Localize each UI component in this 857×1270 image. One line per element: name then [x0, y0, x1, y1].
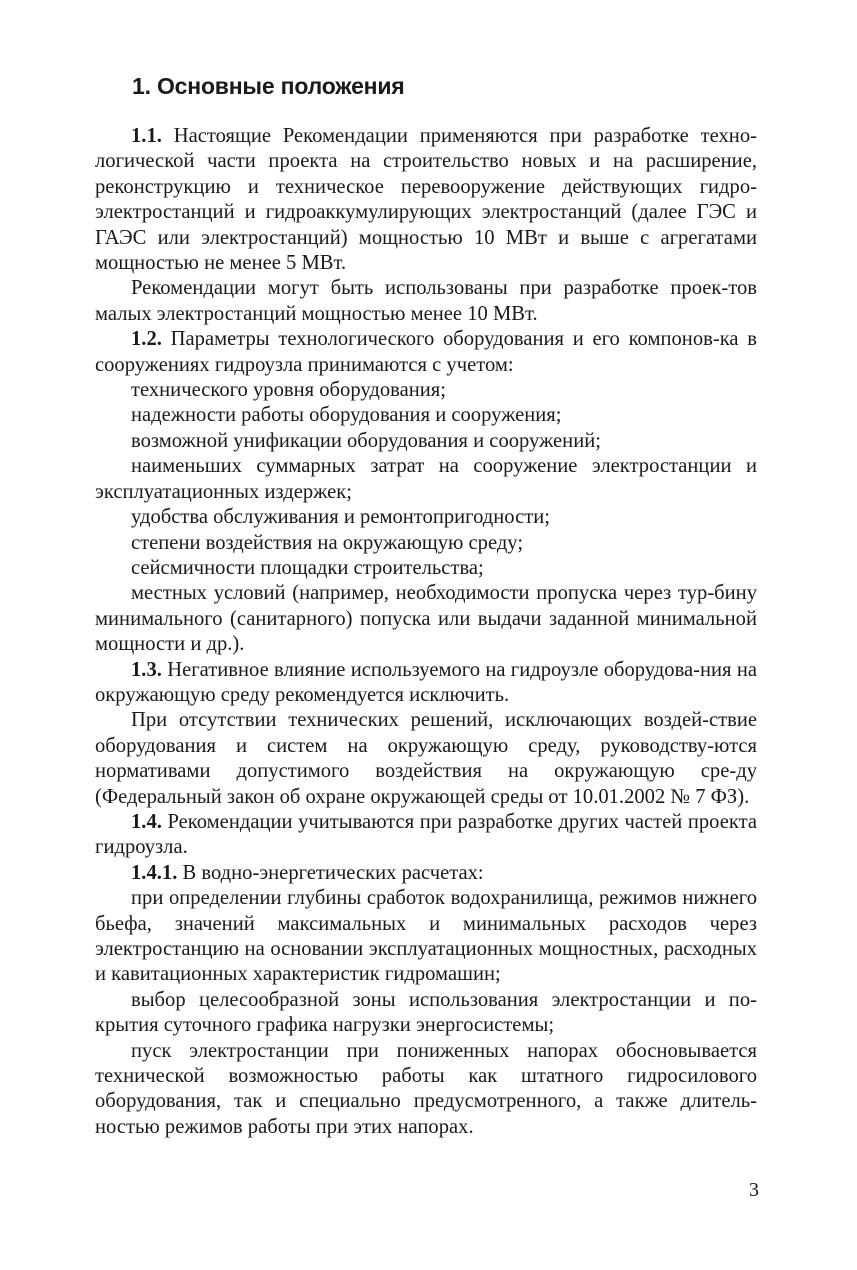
page-number: 3: [749, 1179, 759, 1201]
list-item: [95, 988, 757, 1039]
paragraph-text: Параметры технологического оборудования и его компонов-ка в сооружениях гидроузла принимаются с учетом:: [95, 328, 757, 376]
paragraph-text: удобства обслуживания и ремонтопригодности;: [131, 506, 551, 529]
paragraph-text: Рекомендации учитываются при разработке других частей проекта гидроузла.: [95, 810, 757, 859]
paragraph-text: При отсутствии технических решений, исключающих воздей-ствие оборудования и систем на окружающую среду, руководству-ются нормативами допустимого воздействия на окружающую сре-ду (Федеральный закон об охране окружающей среды от 10.01.2002 № 7 ФЗ).: [95, 709, 757, 808]
list-item: [95, 1039, 757, 1141]
list-item: [95, 556, 757, 581]
clause-number: 1.1.: [131, 125, 162, 147]
paragraph-1-2: [95, 327, 757, 378]
paragraph-text: наименьших суммарных затрат на сооружение электростанции и эксплуатационных издержек;: [95, 455, 757, 503]
clause-number: 1.4.1.: [131, 861, 178, 884]
list-item: [95, 378, 757, 403]
list-item: [95, 429, 757, 454]
paragraph-text: Рекомендации могут быть использованы при разработке проек-тов малых электростанций мощностью менее 10 МВт.: [95, 277, 757, 325]
paragraph-text: выбор целесообразной зоны использования электростанции и по-крытия суточного графика нагрузки энергосистемы;: [95, 988, 757, 1037]
section-title: 1. Основные положения: [132, 73, 405, 99]
paragraph-text: Негативное влияние используемого на гидроузле оборудова-ния на окружающую среду рекомендуется исключить.: [95, 658, 757, 706]
paragraph-1-4-1: [95, 861, 757, 886]
list-item: [95, 886, 757, 988]
paragraph-text: при определении глубины сработок водохранилища, режимов нижнего бьефа, значений максимальных и минимальных расходов через электростанцию на основании эксплуатационных мощностных, расходных и кавитационных характеристик гидромашин;: [95, 887, 757, 986]
paragraph-text: степени воздействия на окружающую среду;: [131, 531, 524, 554]
paragraph-text: сейсмичности площадки строительства;: [131, 556, 484, 579]
paragraph-text: надежности работы оборудования и сооружения;: [131, 404, 562, 427]
paragraph-1-3: [95, 658, 757, 709]
list-item: [95, 581, 757, 657]
paragraph-1-4: [95, 810, 757, 861]
paragraph-text: возможной унификации оборудования и сооружений;: [131, 429, 601, 452]
paragraph-1-3-note: [95, 708, 757, 810]
document-page: [95, 60, 757, 1140]
paragraph-text: Настоящие Рекомендации применяются при разработке техно-логической части проекта на строительство новых и на расширение, реконструкцию и техническое перевооружение действующих гидро-электростанций и гидроаккумулирующих электростанций (далее ГЭС и ГАЭС или электростанций) мощностью 10 МВт и выше с агрегатами мощностью не менее 5 МВт.: [95, 125, 757, 275]
clause-number: 1.4.: [131, 810, 162, 833]
paragraph-1-1: [95, 124, 757, 276]
clause-number: 1.2.: [131, 328, 162, 351]
paragraph-text: пуск электростанции при пониженных напорах обосновывается технической возможностью работы как штатного гидросилового оборудования, так и специально предусмотренного, а также длитель-ностью режимов работы при этих напорах.: [95, 1039, 757, 1138]
section-body: [95, 124, 757, 1140]
paragraph-text: В водно-энергетических расчетах:: [177, 861, 484, 884]
clause-number: 1.3.: [131, 658, 162, 681]
list-item: [95, 531, 757, 556]
paragraph-text: технического уровня оборудования;: [131, 379, 446, 402]
paragraph-1-1-note: [95, 276, 757, 327]
list-item: [95, 403, 757, 428]
list-item: [95, 505, 757, 530]
list-item: [95, 454, 757, 505]
paragraph-text: местных условий (например, необходимости пропуска через тур-бину минимального (санитарного) попуска или выдачи заданной минимальной мощности и др.).: [95, 582, 757, 656]
